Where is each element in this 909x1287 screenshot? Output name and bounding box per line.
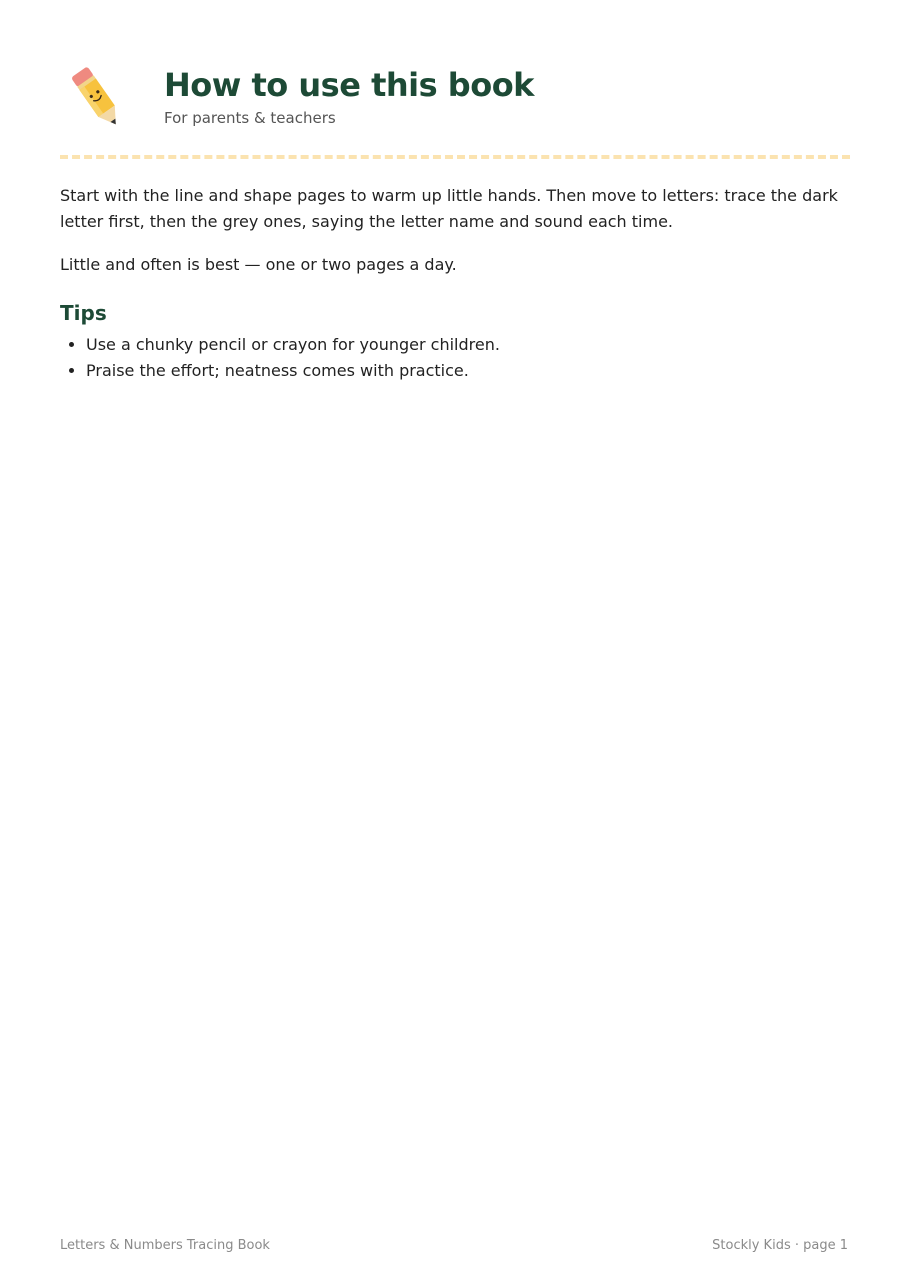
tips-list [60, 332, 850, 384]
tips-list-item: • Praise the effort; neatness comes with practice. [86, 358, 850, 384]
intro-paragraph: Start with the line and shape pages to warm up little hands. Then move to letters: trace the dark letter first, then the grey ones, saying the letter name and sound each time. [60, 186, 838, 231]
dashed-divider [60, 155, 850, 159]
page-header [60, 60, 850, 140]
footer-book-title: Letters & Numbers Tracing Book [60, 1238, 270, 1253]
tips-heading: Tips [60, 301, 107, 325]
tips-list-item: • Use a chunky pencil or crayon for younger children. [86, 332, 850, 358]
footer-page-number: Stockly Kids · page 1 [712, 1238, 848, 1253]
page-body [60, 183, 850, 384]
page-subtitle: For parents & teachers [164, 109, 336, 127]
page-title: How to use this book [164, 66, 534, 104]
frequency-paragraph: Little and often is best — one or two pages a day. [60, 255, 457, 274]
pencil-mascot-icon [68, 64, 128, 134]
